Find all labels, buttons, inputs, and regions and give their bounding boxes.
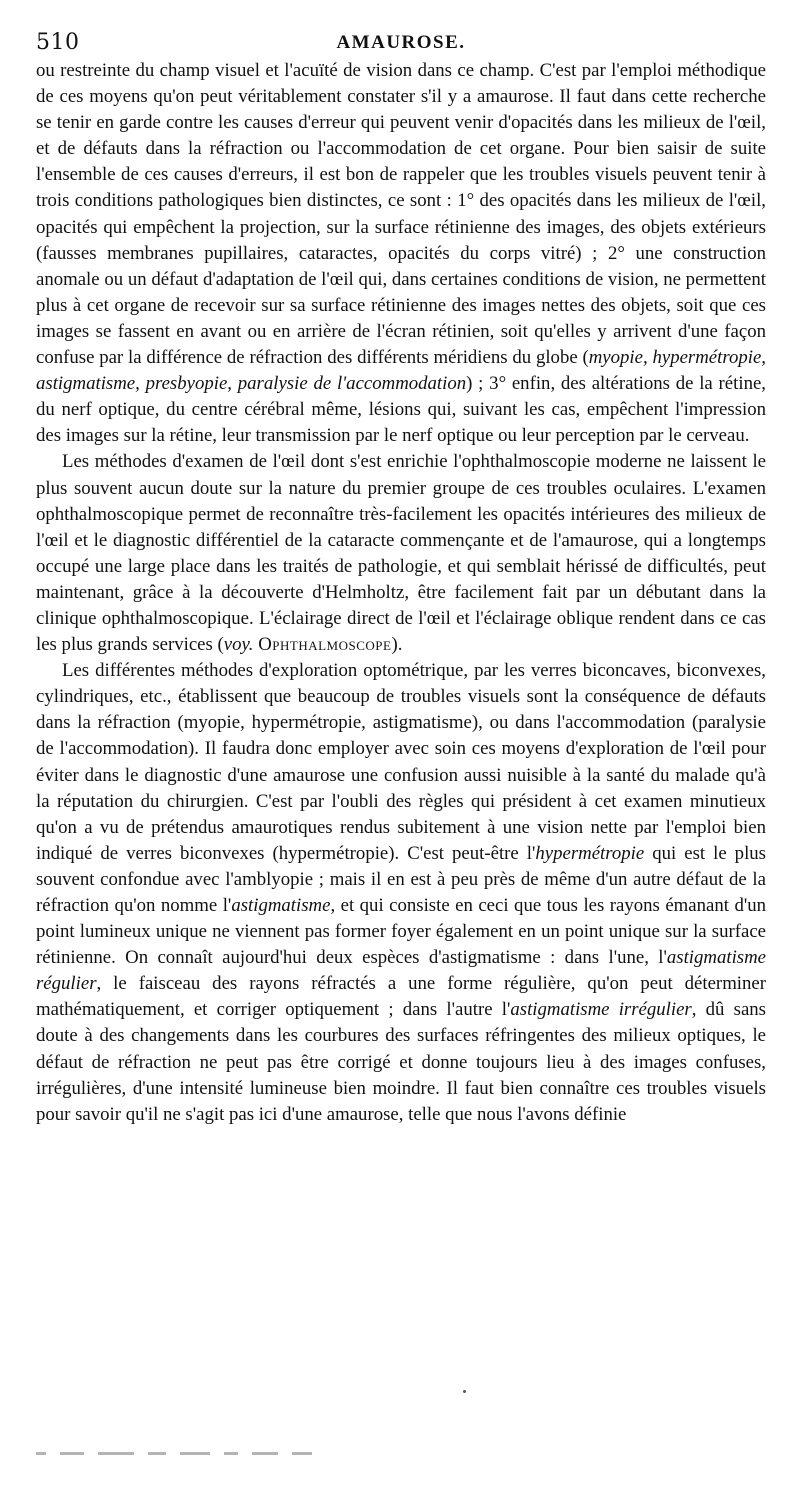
text-run: ) ; 3° enfin, des altérations de la rétine, du nerf optique, du centre cérébral même, lésions qui, suivant les cas, empêchent l'impression des images sur la rétine, leur transmission par le nerf optique ou leur perception par le cerveau. [36, 373, 766, 447]
text-run: , et qui consiste en ceci que tous les rayons émanant d'un point lumineux unique ne viennent pas former foyer également en un point unique sur la surface rétinienne. On connaît aujourd'hui deux espèces d'astigmatisme : dans l'une, l' [36, 895, 766, 969]
italic-term: astigmatisme régulier [36, 947, 766, 995]
print-speck [463, 1390, 466, 1393]
page-header [36, 24, 766, 58]
print-artifact-marks [36, 1452, 506, 1458]
italic-term: astigmatisme irrégulier [510, 999, 692, 1021]
page-number: 510 [36, 30, 80, 55]
book-page [36, 24, 766, 1484]
text-run: ou restreinte du champ visuel et l'acuïté de vision dans ce champ. C'est par l'emploi méthodique de ces moyens qu'on peut véritablement constater s'il y a amaurose. Il faut dans cette recherche se tenir en garde contre les causes d'erreur qui peuvent venir d'opacités dans les milieux de l'œil, et de défauts dans la réfraction ou l'accommodation de cet organe. Pour bien saisir de suite l'ensemble de ces causes d'erreurs, il est bon de rappeler que les troubles visuels peuvent tenir à trois conditions pathologiques bien distinctes, ce sont : 1° des opacités dans les milieux de l'œil, opacités qui empêchent la projection, sur la surface rétinienne des images, des objets extérieurs (fausses membranes pupillaires, cataractes, opacités du corps vitré) ; 2° une construction anomale ou un défaut d'adaptation de l'œil qui, dans certaines conditions de vision, ne permettent plus à cet organe de recevoir sur sa surface rétinienne des images nettes des objets, soit que ces images se fassent en avant ou en arrière de l'écran rétinien, soit qu'elles y arrivent d'une façon confuse par la différence de réfraction des différents méridiens du globe ( [36, 60, 766, 369]
cross-reference: Ophthalmoscope [258, 634, 392, 656]
text-run: qui est le plus souvent confondue avec l'amblyopie ; mais il en est à peu près de même d'un autre défaut de la réfraction qu'on nomme l' [36, 842, 766, 916]
body-text [36, 58, 766, 1128]
text-run: , dû sans doute à des changements dans les courbures des surfaces réfringentes des milieux optiques, le défaut de réfraction ne peut pas être corrigé et donne toujours lieu à des images confuses, irrégulières, d'une intensité lumineuse bien moindre. Il faut bien connaître ces troubles visuels pour savoir qu'il ne s'agit pas ici d'une amaurose, telle que nous l'avons définie [36, 999, 766, 1125]
paragraph-2 [36, 449, 766, 658]
italic-term: astigmatisme [231, 895, 331, 916]
paragraph-3 [36, 658, 766, 1128]
text-run: Les méthodes d'examen de l'œil dont s'est enrichie l'ophthalmoscopie moderne ne laissent le plus souvent aucun doute sur la nature du premier groupe de ces troubles oculaires. L'examen ophthalmoscopique permet de reconnaître très-facilement les opacités intérieures des milieux de l'œil et le diagnostic différentiel de la cataracte commençante et de l'amaurose, qui a longtemps occupé une large place dans les traités de pathologie, et qui semblait hérissé de difficultés, peut maintenant, grâce à la découverte d'Helmholtz, être facilement fait par un débutant dans la clinique ophthalmoscopique. L'éclairage direct de l'œil et l'éclairage oblique rendent dans ce cas les plus grands services ( [36, 451, 766, 656]
italic-term: voy. [223, 634, 254, 656]
text-run: , le faisceau des rayons réfractés a une forme régulière, qu'on peut déterminer mathématiquement, et corriger optiquement ; dans l'autre l' [36, 973, 766, 1021]
running-title: AMAUROSE. [336, 32, 466, 53]
text-run: ). [391, 634, 403, 656]
paragraph-1 [36, 58, 766, 449]
text-run: Les différentes méthodes d'exploration optométrique, par les verres biconcaves, biconvexes, cylindriques, etc., établissent que beaucoup de troubles visuels sont la conséquence de défauts dans la réfraction (myopie, hypermétropie, astigmatisme), ou dans l'accommodation (paralysie de l'accommodation). Il faudra donc employer avec soin ces moyens d'exploration de l'œil pour éviter dans le diagnostic d'une amaurose une confusion aussi nuisible à la santé du malade qu'à la réputation du chirurgien. C'est par l'oubli des règles qui président à cet examen minutieux qu'on a vu de prétendus amaurotiques rendus subitement à une vision nette par l'emploi bien indiqué de verres biconvexes (hypermétropie). C'est peut-être l' [36, 660, 766, 864]
italic-term: hypermétropie [535, 842, 645, 864]
italic-term: myopie, hypermétropie, astigmatisme, presbyopie, paralysie de l'accommodation [36, 347, 766, 395]
